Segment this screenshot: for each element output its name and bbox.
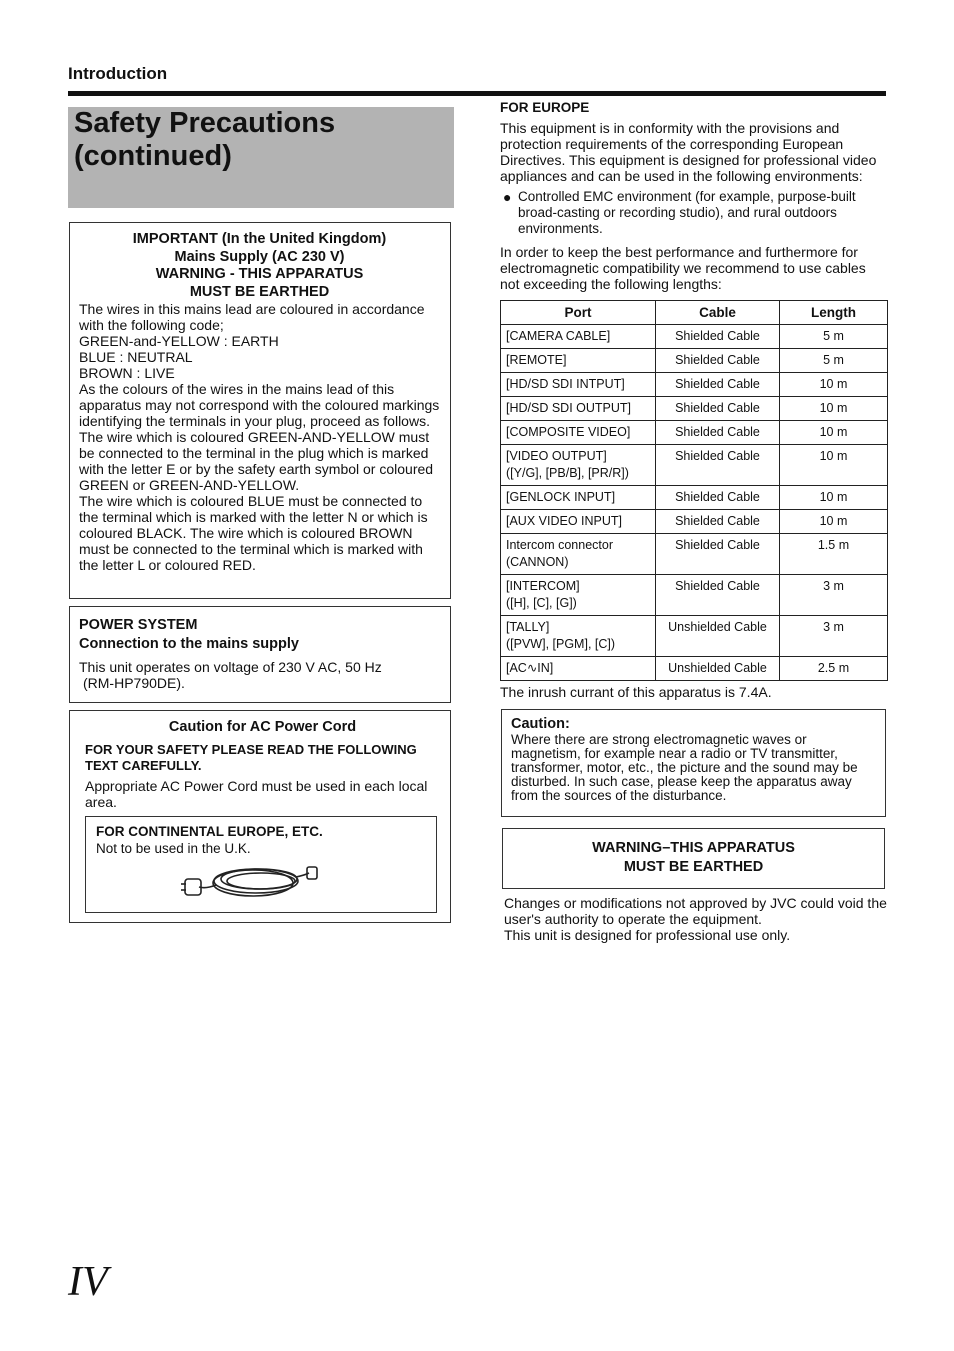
uk-mains-box: [69, 222, 451, 599]
cable-cell: Unshielded Cable: [656, 657, 780, 681]
port-cell: [TALLY] ([PVW], [PGM], [C]): [501, 616, 656, 657]
uk-paragraph: The wires in this mains lead are coloured in accordance with the following code;: [79, 301, 425, 333]
port-cell: [CAMERA CABLE]: [501, 325, 656, 349]
table-row: [501, 349, 888, 373]
length-cell: 10 m: [780, 373, 888, 397]
table-row: [501, 616, 888, 657]
cord-caps-notice: FOR YOUR SAFETY PLEASE READ THE FOLLOWING TEXT CAREFULLY.: [85, 742, 417, 773]
inrush-text: The inrush currant of this apparatus is 7.4A.: [500, 684, 772, 700]
length-cell: 10 m: [780, 445, 888, 486]
europe-bullet: ● Controlled EMC environment (for example, purpose-built broad-casting or recording studio), and rural outdoors environments.: [503, 189, 856, 236]
column-header: Length: [780, 301, 888, 325]
page-title: Safety Precautions (continued): [74, 107, 336, 172]
cable-cell: Shielded Cable: [656, 421, 780, 445]
length-cell: 5 m: [780, 325, 888, 349]
power-system-box: [69, 606, 451, 703]
caution-box: [501, 709, 886, 817]
cable-cell: Shielded Cable: [656, 325, 780, 349]
caution-title: Caution:: [511, 716, 570, 732]
caution-text: Where there are strong electromagnetic waves or magnetism, for example near a radio or TV transmitter, transformer, motor, etc., the picture and the sound may be disturbed. In such case, please keep the apparatus away from the sources of the disturbance.: [511, 732, 858, 803]
europe-intro: This equipment is in conformity with the provisions and protection requirements of the corresponding European Directives. This equipment is designed for professional video appliances and can be used in the following environments:: [500, 120, 877, 184]
length-cell: 1.5 m: [780, 534, 888, 575]
uk-paragraph: The wire which is coloured BLUE must be connected to the terminal which is marked with the letter N or which is coloured BLACK. The wire which is coloured BROWN must be connected to the terminal which is marked with the letter L or coloured RED.: [79, 493, 428, 573]
cable-cell: Shielded Cable: [656, 373, 780, 397]
cable-cell: Shielded Cable: [656, 349, 780, 373]
port-cell: [HD/SD SDI INTPUT]: [501, 373, 656, 397]
power-text: This unit operates on voltage of 230 V AC, 50 Hz (RM-HP790DE).: [79, 659, 382, 691]
section-label: Introduction: [68, 64, 168, 83]
port-cell: [INTERCOM] ([H], [C], [G]): [501, 575, 656, 616]
table-row: [501, 325, 888, 349]
port-cell: [VIDEO OUTPUT] ([Y/G], [PB/B], [PR/R]): [501, 445, 656, 486]
earth-warning-box: [502, 828, 885, 889]
column-header: Port: [501, 301, 656, 325]
power-subheading: Connection to the mains supply: [79, 636, 299, 652]
cable-length-table: [500, 300, 888, 681]
port-cell: [GENLOCK INPUT]: [501, 486, 656, 510]
length-cell: 3 m: [780, 616, 888, 657]
length-cell: 5 m: [780, 349, 888, 373]
power-heading: POWER SYSTEM: [79, 617, 198, 633]
europe-title: FOR EUROPE: [500, 100, 590, 115]
bullet-icon: ●: [503, 189, 512, 205]
port-cell: [REMOTE]: [501, 349, 656, 373]
page-number: IV: [68, 1259, 108, 1305]
table-row: [501, 575, 888, 616]
uk-paragraph: GREEN-and-YELLOW : EARTH: [79, 333, 279, 349]
port-cell: [AC∿IN]: [501, 657, 656, 681]
cable-cell: Shielded Cable: [656, 397, 780, 421]
table-row: [501, 510, 888, 534]
port-cell: [AUX VIDEO INPUT]: [501, 510, 656, 534]
port-cell: [COMPOSITE VIDEO]: [501, 421, 656, 445]
cable-cell: Shielded Cable: [656, 534, 780, 575]
table-row: [501, 397, 888, 421]
cable-cell: Shielded Cable: [656, 445, 780, 486]
inner-title: FOR CONTINENTAL EUROPE, ETC.: [96, 824, 323, 839]
port-cell: [HD/SD SDI OUTPUT]: [501, 397, 656, 421]
uk-paragraph: The wire which is coloured GREEN-AND-YELLOW must be connected to the terminal in the plug which is marked with the letter E or by the safety earth symbol or coloured GREEN or GREEN-AND-YELLOW.: [79, 429, 434, 493]
footer-notes: Changes or modifications not approved by JVC could void the user's authority to operate the equipment. This unit is designed for professional use only.: [504, 895, 887, 943]
cord-text: Appropriate AC Power Cord must be used in each local area.: [85, 778, 428, 810]
column-header: Cable: [656, 301, 780, 325]
table-row: [501, 486, 888, 510]
uk-paragraph: As the colours of the wires in the mains lead of this apparatus may not correspond with the coloured markings identifying the terminals in your plug, proceed as follows.: [79, 381, 440, 429]
inner-text: Not to be used in the U.K.: [96, 841, 251, 856]
table-row: [501, 445, 888, 486]
table-row: [501, 373, 888, 397]
continental-europe-box: [85, 816, 437, 913]
power-cord-icon: [181, 857, 321, 907]
cable-cell: Shielded Cable: [656, 575, 780, 616]
port-cell: Intercom connector (CANNON): [501, 534, 656, 575]
cable-cell: Shielded Cable: [656, 510, 780, 534]
header-rule: [68, 91, 886, 96]
cable-cell: Unshielded Cable: [656, 616, 780, 657]
table-row: [501, 421, 888, 445]
earth-warning-line: WARNING–THIS APPARATUS: [592, 840, 795, 856]
cord-title: Caution for AC Power Cord: [168, 719, 357, 735]
length-cell: 10 m: [780, 421, 888, 445]
length-cell: 10 m: [780, 486, 888, 510]
uk-heading: IMPORTANT (In the United Kingdom) Mains Supply (AC 230 V) WARNING - THIS APPARATUS MUST BE EARTHED: [132, 231, 387, 300]
cables-intro: In order to keep the best performance and furthermore for electromagnetic compatibility we recommend to use cables not exceeding the following lengths:: [500, 244, 866, 292]
title-banner: [68, 107, 454, 208]
table-row: [501, 534, 888, 575]
length-cell: 10 m: [780, 397, 888, 421]
uk-paragraph: BLUE : NEUTRAL: [79, 349, 193, 365]
table-row: [501, 657, 888, 681]
length-cell: 10 m: [780, 510, 888, 534]
earth-warning-line: MUST BE EARTHED: [623, 859, 764, 875]
length-cell: 3 m: [780, 575, 888, 616]
cable-cell: Shielded Cable: [656, 486, 780, 510]
ac-cord-box: [69, 710, 451, 923]
length-cell: 2.5 m: [780, 657, 888, 681]
table-header-row: [501, 301, 888, 325]
uk-paragraph: BROWN : LIVE: [79, 365, 175, 381]
